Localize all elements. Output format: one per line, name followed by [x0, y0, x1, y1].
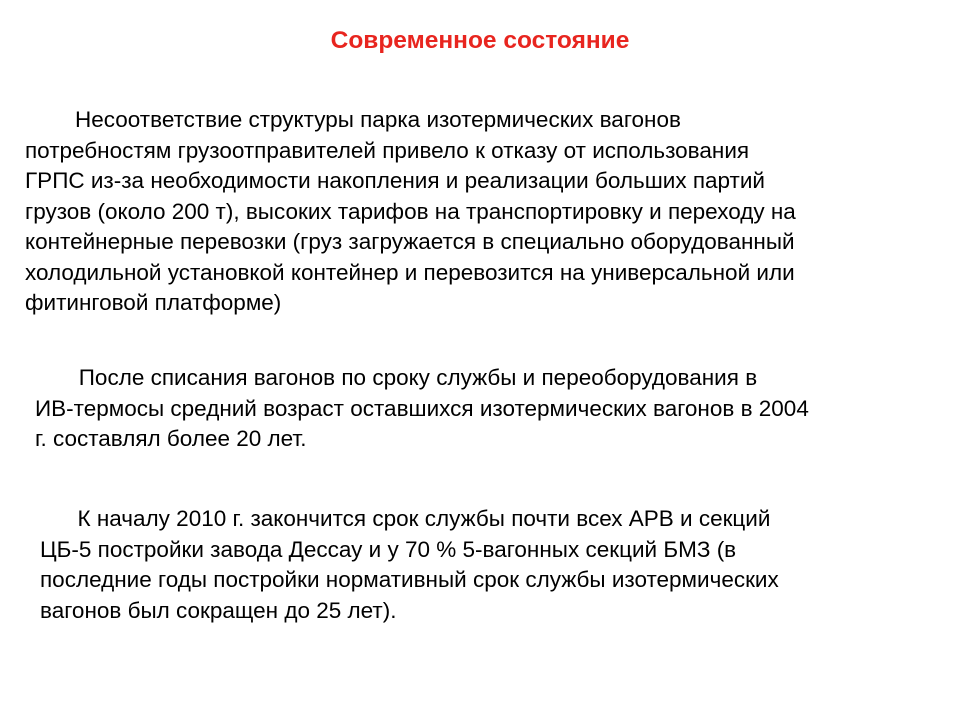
paragraph-line: г. составлял более 20 лет. [35, 426, 307, 451]
paragraph-wagon-age [35, 363, 809, 455]
paragraph-line: потребностям грузоотправителей привело к отказу от использования [25, 137, 750, 163]
paragraph-service-life [40, 504, 779, 626]
paragraph-line: ГРПС из-за необходимости накопления и реализации больших партий [25, 168, 765, 193]
paragraph-line: вагонов был сокращен до 25 лет). [40, 597, 397, 623]
paragraph-wagon-structure [25, 105, 796, 319]
paragraph-line: После списания вагонов по сроку службы и переоборудования в [35, 365, 758, 390]
paragraph-line: Несоответствие структуры парка изотермических вагонов [25, 107, 681, 132]
paragraph-line: грузов (около 200 т), высоких тарифов на транспортировку и переходу на [25, 198, 796, 224]
paragraph-line: К началу 2010 г. закончится срок службы почти всех АРВ и секций [40, 506, 771, 531]
paragraph-line: фитинговой платформе) [25, 290, 282, 315]
paragraph-line: последние годы постройки нормативный срок службы изотермических [40, 567, 779, 592]
paragraph-line: ИВ-термосы средний возраст оставшихся изотермических вагонов в 2004 [35, 395, 809, 421]
paragraph-line: ЦБ-5 постройки завода Дессау и у 70 % 5-вагонных секций БМЗ (в [40, 536, 737, 562]
slide-title: Современное состояние [330, 27, 630, 54]
paragraph-line: холодильной установкой контейнер и перевозится на универсальной или [25, 259, 795, 285]
paragraph-line: контейнерные перевозки (груз загружается в специально оборудованный [25, 229, 795, 254]
